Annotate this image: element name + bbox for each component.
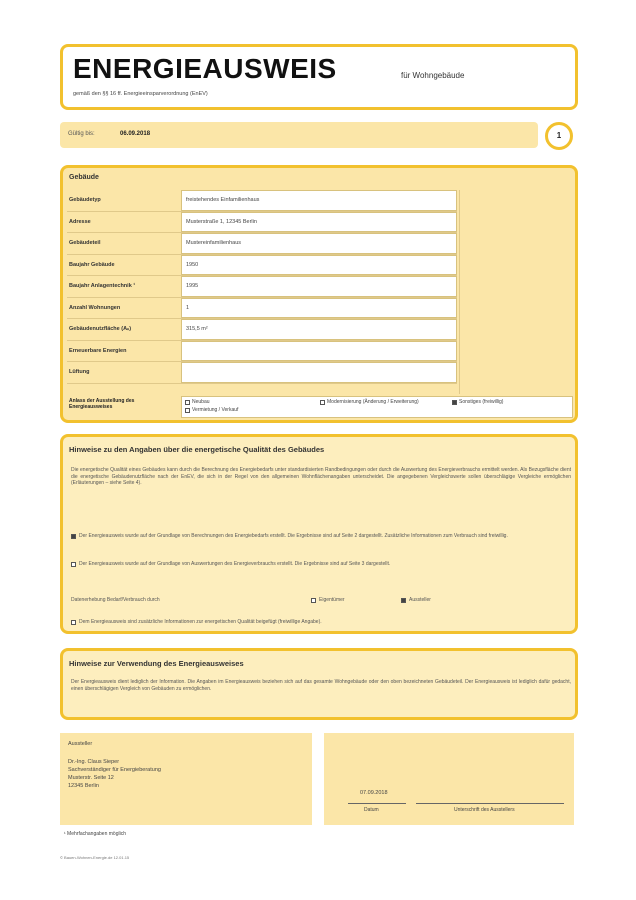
hints-intro: Die energetische Qualität eines Gebäudes kann durch die Berechnung des Energiebedarfs unter standardisierten Randbedingungen oder durch die Auswertung des Energieverbrauchs ermittelt werden. Als Bezugsfläche dient die energetische Gebäudenutzfläche nach der EnEV, die sich in der Regel von den allgemeinen Wohnflächenangaben unterscheidet. Die angegebenen Vergleichswerte sollen überschlägige Vergleiche ermöglichen (Erläuterungen – siehe Seite 4).: [71, 467, 571, 486]
field-value: 1950: [181, 255, 457, 276]
page-number-badge: 1: [545, 122, 573, 150]
checkbox-checked[interactable]: [452, 400, 457, 405]
issuance-reason-options: [181, 396, 573, 418]
issuer-box: [60, 733, 312, 825]
issuer-line: 12345 Berlin: [68, 783, 99, 789]
building-fields: [67, 190, 457, 384]
document-subtitle: für Wohngebäude: [401, 71, 465, 80]
field-label: Gebäudeteil: [69, 240, 101, 246]
issuer-line: Musterstr. Seite 12: [68, 775, 114, 781]
field-row: [67, 341, 457, 363]
field-value: freistehendes Einfamilienhaus: [181, 190, 457, 211]
reason-option-new[interactable]: [185, 399, 210, 405]
option-label: Neubau: [192, 399, 210, 405]
option-label: Aussteller: [409, 597, 431, 603]
field-value: 1: [181, 298, 457, 319]
field-label: Erneuerbare Energien: [69, 347, 127, 354]
field-row: [67, 190, 457, 212]
checkbox[interactable]: [185, 400, 190, 405]
collected-by-issuer[interactable]: [401, 597, 431, 604]
legal-reference: gemäß den §§ 16 ff. Energieeinsparverordnung (EnEV): [73, 91, 208, 97]
checkbox-checked[interactable]: [71, 534, 76, 539]
header-box: [60, 44, 578, 110]
field-row: [67, 362, 457, 384]
data-collection-label: Datenerhebung Bedarf/Verbrauch durch: [71, 597, 160, 603]
checkbox[interactable]: [71, 562, 76, 567]
building-section: [60, 165, 578, 423]
option-label: Eigentümer: [319, 597, 345, 603]
field-row: [67, 276, 457, 298]
field-value: 315,5 m²: [181, 319, 457, 340]
field-value: 1995: [181, 276, 457, 297]
reason-option-rent[interactable]: [185, 407, 238, 413]
option-text: Der Energieausweis wurde auf der Grundlage von Auswertungen des Energieverbrauchs erstellt. Die Ergebnisse sind auf Seite 3 dargestellt.: [79, 561, 391, 567]
checkbox-checked[interactable]: [401, 598, 406, 603]
building-section-title: Gebäude: [69, 174, 99, 181]
field-value: [181, 341, 457, 362]
footnote: ¹ Mehrfachangaben möglich: [64, 831, 126, 837]
field-label: Baujahr Gebäude: [69, 261, 115, 268]
option-text: Dem Energieausweis sind zusätzliche Informationen zur energetischen Qualität beigefügt (freiwillige Angabe).: [79, 619, 322, 625]
signature-box: [324, 733, 574, 825]
field-row: [67, 233, 457, 255]
validity-date: 06.09.2018: [120, 131, 151, 137]
field-row: [67, 319, 457, 341]
reason-option-modernize[interactable]: [320, 399, 440, 405]
signature-line: [416, 803, 564, 804]
field-row: [67, 212, 457, 234]
field-value: Musterstraße 1, 12345 Berlin: [181, 212, 457, 233]
field-label: Adresse: [69, 218, 91, 225]
checkbox[interactable]: [320, 400, 325, 405]
basis-demand-option[interactable]: [71, 533, 571, 540]
source-note: © Bauen-Wohnen-Energie.de 12.01.15: [60, 855, 130, 860]
collected-by-owner[interactable]: [311, 597, 345, 604]
building-photo-area: [459, 190, 572, 394]
validity-strip: [60, 122, 538, 148]
issuer-line: Sachverständiger für Energieberatung: [68, 767, 161, 773]
issuer-line: Dr.-Ing. Claus Sieper: [68, 759, 120, 765]
field-value: [181, 362, 457, 383]
checkbox[interactable]: [71, 620, 76, 625]
checkbox[interactable]: [311, 598, 316, 603]
quality-hints-section: [60, 434, 578, 634]
option-label: Sonstiges (freiwillig): [459, 399, 504, 405]
date-label: Datum: [364, 807, 379, 813]
date-line: [348, 803, 406, 804]
option-text: Der Energieausweis wurde auf der Grundlage von Berechnungen des Energiebedarfs erstellt. Die Ergebnisse sind auf Seite 2 dargestellt. Zusätzliche Informationen zum Verbrauch sind freiwillig.: [79, 533, 508, 539]
field-row: [67, 255, 457, 277]
additional-info-option[interactable]: [71, 619, 571, 626]
field-label: Baujahr Anlagentechnik ¹: [69, 283, 136, 289]
validity-label: Gültig bis:: [68, 131, 95, 137]
signature-date: 07.09.2018: [360, 790, 388, 796]
option-label: Vermietung / Verkauf: [192, 407, 239, 413]
field-label: Gebäudenutzfläche (Aₙ): [69, 326, 132, 332]
basis-consumption-option[interactable]: [71, 561, 571, 568]
usage-text: Der Energieausweis dient lediglich der Information. Die Angaben im Energieausweis beziehen sich auf das gesamte Wohngebäude oder den oben bezeichneten Gebäudeteil. Der Energieausweis ist lediglich dafür gedacht, einen überschlägigen Vergleich von Gebäuden zu ermöglichen.: [71, 679, 571, 692]
option-label: Modernisierung (Änderung / Erweiterung): [327, 399, 419, 405]
signature-label: Unterschrift des Ausstellers: [454, 807, 515, 813]
usage-section-title: Hinweise zur Verwendung des Energieausweises: [69, 659, 244, 668]
hints-section-title: Hinweise zu den Angaben über die energetische Qualität des Gebäudes: [69, 445, 325, 454]
field-label: Gebäudetyp: [69, 197, 101, 203]
usage-hints-section: [60, 648, 578, 720]
field-row: [67, 298, 457, 320]
reason-option-other[interactable]: [452, 399, 503, 405]
field-label: Anzahl Wohnungen: [69, 304, 121, 311]
issuer-label: Aussteller: [68, 741, 93, 747]
checkbox[interactable]: [185, 408, 190, 413]
field-value: Mustereinfamilienhaus: [181, 233, 457, 254]
document-title: ENERGIEAUSWEIS: [73, 53, 337, 84]
issuance-reason-label: Anlass der Ausstellung des Energieausweises: [69, 398, 135, 410]
field-label: Lüftung: [69, 369, 90, 375]
issuance-reason-row: [67, 396, 573, 418]
